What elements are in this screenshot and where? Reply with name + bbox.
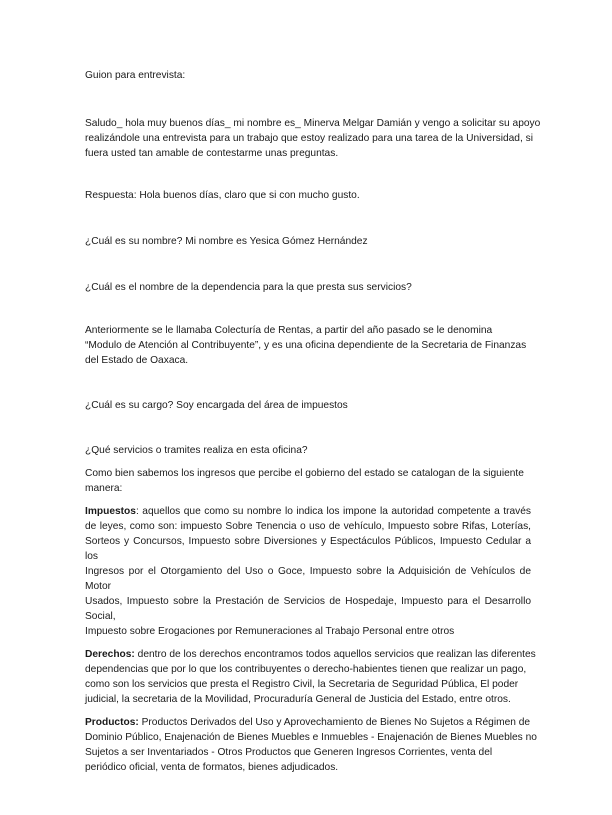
impuestos-line: [85, 504, 531, 519]
greeting-line: fuera usted tan amable de contestarme unas preguntas.: [85, 148, 339, 159]
greeting-line: realizándole una entrevista para un trabajo que estoy realizado para una tarea de la Universidad, si: [85, 133, 533, 144]
impuestos-text: : aquellos que como su nombre lo indica los impone la autoridad competente a través: [135, 506, 531, 517]
impuestos-line: Ingresos por el Otorgamiento del Uso o Goce, Impuesto sobre la Adquisición de Vehículos de Motor: [85, 566, 531, 592]
services-intro-line: Como bien sabemos los ingresos que percibe el gobierno del estado se catalogan de la siguiente: [85, 468, 524, 479]
impuestos-paragraph: [85, 504, 531, 639]
productos-line: [85, 715, 531, 730]
services-intro-line: manera:: [85, 483, 123, 494]
derechos-paragraph: [85, 647, 536, 707]
productos-paragraph: [85, 715, 537, 775]
question-name-paragraph: [85, 234, 531, 249]
derechos-line: dependencias que por lo que los contribuyentes o derecho-habientes tienen que realizar un pago,: [85, 664, 527, 675]
question-services-paragraph: [85, 443, 531, 458]
derechos-line: como son los servicios que presta el Registro Civil, la Secretaria de Seguridad Pública, El poder: [85, 679, 519, 690]
derechos-line: [85, 647, 536, 662]
answer-greeting-paragraph: [85, 188, 531, 203]
productos-line: periódico oficial, venta de formatos, bienes adjudicados.: [85, 762, 339, 773]
answer-dependency-line: “Modulo de Atención al Contribuyente”, y es una oficina dependiente de la Secretaria de Finanzas: [85, 340, 527, 351]
services-intro-paragraph: [85, 466, 531, 496]
title-text: Guion para entrevista:: [85, 70, 186, 81]
productos-text: Productos Derivados del Uso y Aprovechamiento de Bienes No Sujetos a Régimen de: [138, 717, 531, 728]
question-position-paragraph: [85, 398, 531, 413]
impuestos-line: Impuesto sobre Erogaciones por Remuneraciones al Trabajo Personal entre otros: [85, 626, 455, 637]
derechos-text: dentro de los derechos encontramos todos aquellos servicios que realizan las diferentes: [134, 649, 536, 660]
answer-dependency-line: Anteriormente se le llamaba Colecturía de Rentas, a partir del año pasado se le denomina: [85, 325, 493, 336]
greeting-line: Saludo_ hola muy buenos días_ mi nombre es_ Minerva Melgar Damián y vengo a solicitar su apoyo: [85, 118, 541, 129]
productos-line: Dominio Público, Enajenación de Bienes Muebles e Inmuebles - Enajenación de Bienes Muebles no: [85, 732, 537, 743]
productos-label: Productos:: [85, 717, 139, 728]
productos-line: Sujetos a ser Inventariados - Otros Productos que Generen Ingresos Corrientes, venta del: [85, 747, 493, 758]
question-position-text: ¿Cuál es su cargo? Soy encargada del área de impuestos: [85, 400, 348, 411]
question-dependency-text: ¿Cuál es el nombre de la dependencia para la que presta sus servicios?: [85, 282, 412, 293]
answer-greeting-text: Respuesta: Hola buenos días, claro que si con mucho gusto.: [85, 190, 360, 201]
document-title: [85, 68, 531, 83]
greeting-paragraph: [85, 116, 541, 161]
question-services-text: ¿Qué servicios o tramites realiza en esta oficina?: [85, 445, 308, 456]
derechos-line: judicial, la secretaria de la Movilidad, Procuraduría General de Justicia del Estado, entre otros.: [85, 694, 511, 705]
answer-dependency-paragraph: [85, 323, 531, 368]
impuestos-line: Usados, Impuesto sobre la Prestación de Servicios de Hospedaje, Impuesto para el Desarrollo Social,: [85, 596, 531, 622]
impuestos-line: Sorteos y Concursos, Impuesto sobre Diversiones y Espectáculos Públicos, Impuesto Cedular a los: [85, 536, 531, 562]
derechos-label: Derechos:: [85, 649, 135, 660]
question-name-text: ¿Cuál es su nombre? Mi nombre es Yesica Gómez Hernández: [85, 236, 368, 247]
question-dependency-paragraph: [85, 280, 531, 295]
impuestos-line: de leyes, como son: impuesto Sobre Tenencia o uso de vehículo, Impuesto sobre Rifas, Loterías,: [85, 521, 531, 532]
answer-dependency-line: del Estado de Oaxaca.: [85, 355, 189, 366]
impuestos-label: Impuestos: [85, 506, 136, 517]
